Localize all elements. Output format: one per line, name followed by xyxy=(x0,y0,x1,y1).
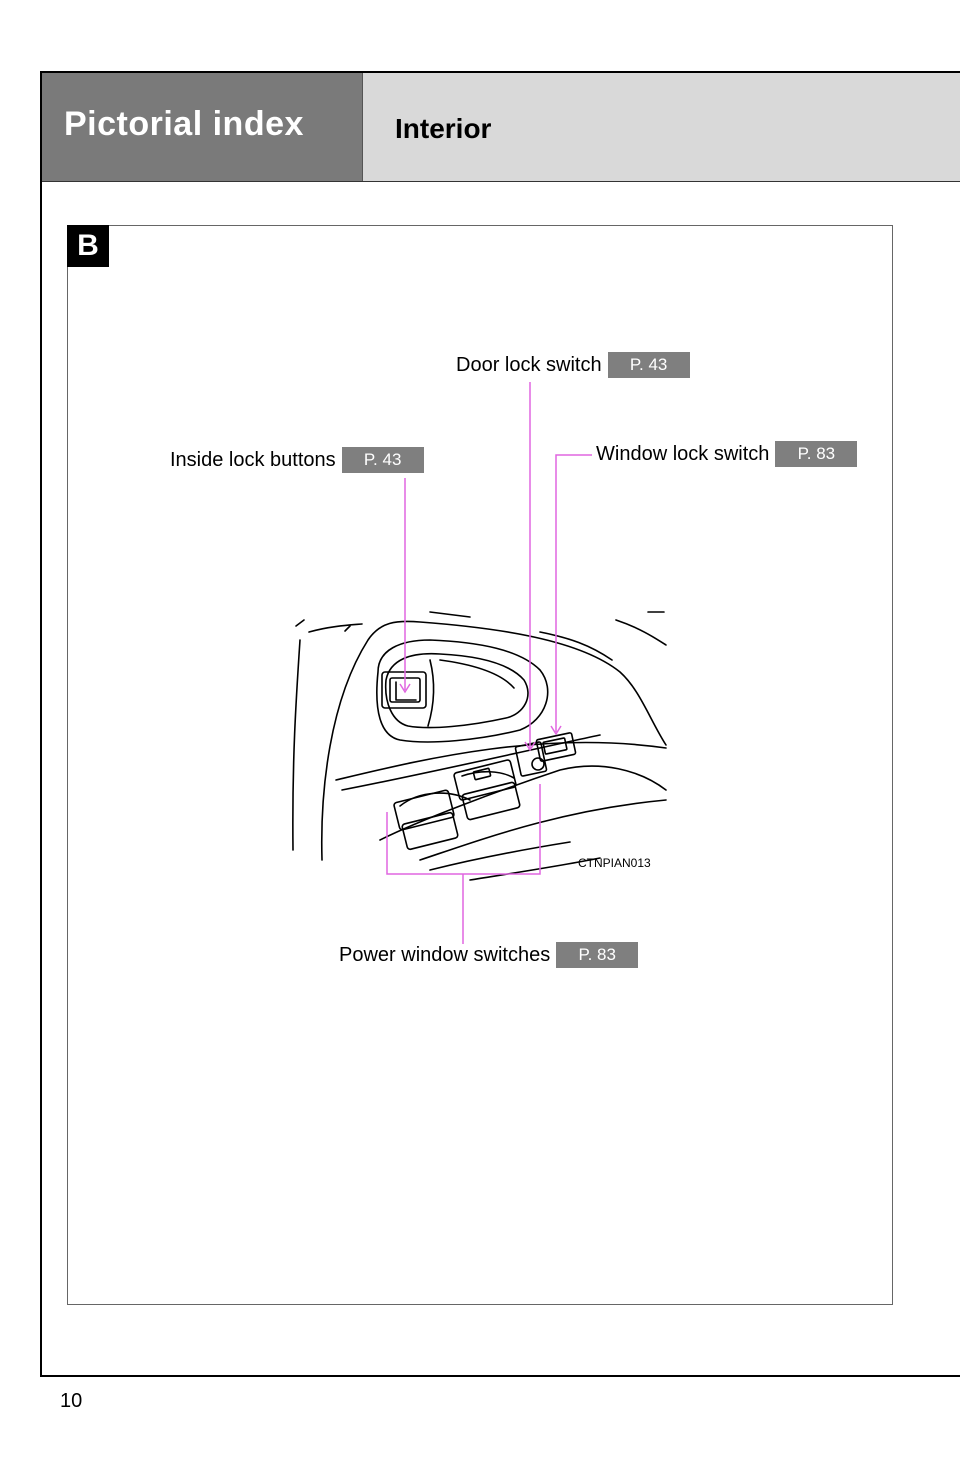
page-number: 10 xyxy=(60,1390,83,1412)
callout-label: Inside lock buttons xyxy=(170,448,336,471)
page-reference-link[interactable]: P. 43 xyxy=(342,447,424,473)
page-reference-link[interactable]: P. 83 xyxy=(775,441,857,467)
image-code: CTNPIAN013 xyxy=(578,856,651,870)
subsection-title: Interior xyxy=(395,113,492,144)
page-reference-link[interactable]: P. 83 xyxy=(556,942,638,968)
callout-label: Window lock switch xyxy=(596,442,770,465)
section-badge: B xyxy=(67,225,109,267)
callout-label: Power window switches xyxy=(339,943,551,966)
callout-label: Door lock switch xyxy=(456,353,602,376)
page-reference-link[interactable]: P. 43 xyxy=(608,352,690,378)
section-title: Pictorial index xyxy=(64,105,304,143)
